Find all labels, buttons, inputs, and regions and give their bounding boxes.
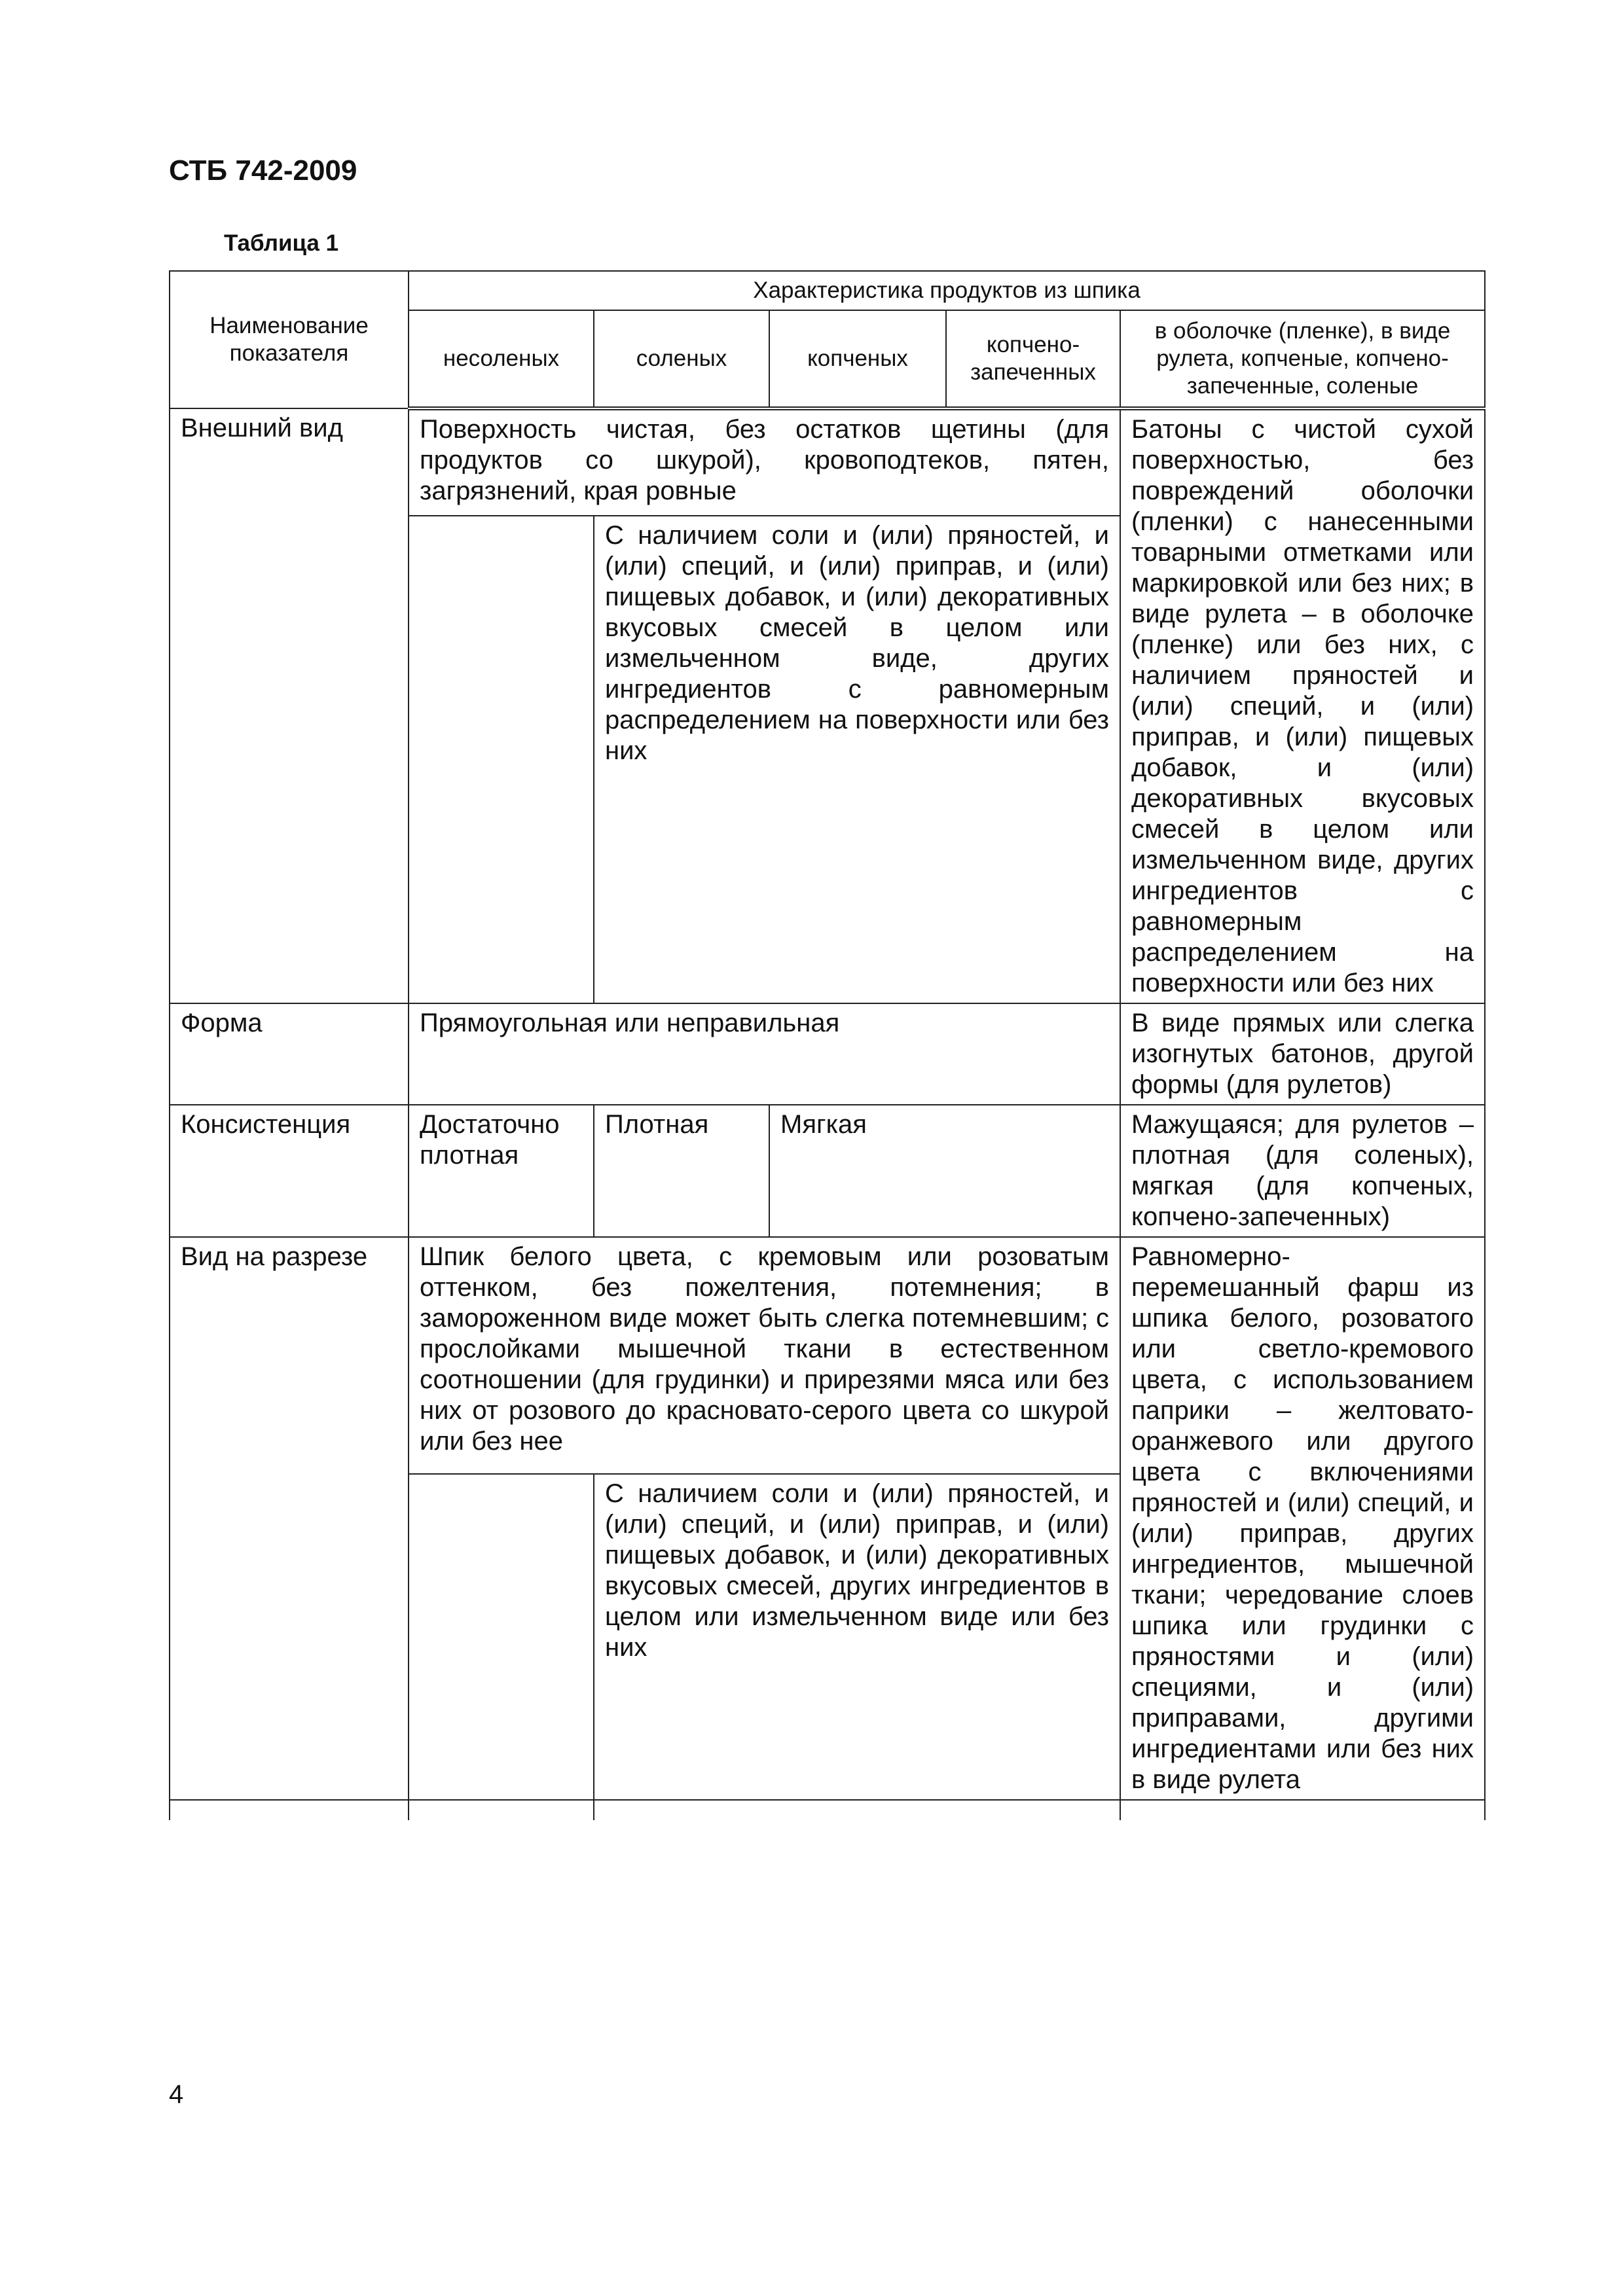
continuation-cell: [1120, 1800, 1485, 1820]
row-consistency: [170, 1105, 1485, 1237]
page-number: 4: [169, 2080, 184, 2109]
row-appearance: [170, 408, 1485, 516]
row-cut-view: [170, 1237, 1485, 1474]
header-col-smoked-baked: копчено-запеченных: [946, 310, 1120, 408]
header-col-salted: соленых: [594, 310, 769, 408]
appearance-casing-cell: Батоны с чистой сухой поверхностью, без повреждений оболочки (пленки) с нанесенными товарными отметками или маркировкой или без них; в виде рулета – в оболочке (пленке) или без них, с наличием пряностей и (или) специй, и (или) приправ, и (или) пищевых добавок, и (или) декоративных вкусовых смесей в целом или измельченном виде, других ингредиентов с равномерным распределением на поверхности или без них: [1120, 408, 1485, 1003]
shape-general-cell: Прямоугольная или неправильная: [409, 1003, 1120, 1105]
continuation-cell: [594, 1800, 1120, 1820]
header-col-casing: в оболочке (пленке), в виде рулета, копченые, копчено-запеченные, соленые: [1120, 310, 1485, 408]
continuation-cell: [170, 1800, 409, 1820]
table-continuation-row: [170, 1800, 1485, 1820]
row-shape: [170, 1003, 1485, 1105]
continuation-cell: [409, 1800, 594, 1820]
appearance-general-cell: Поверхность чистая, без остатков щетины (для продуктов со шкурой), кровоподтеков, пятен, загрязнений, края ровные: [409, 408, 1120, 516]
consistency-unsalted-cell: Достаточно плотная: [409, 1105, 594, 1237]
characteristics-table: [169, 270, 1486, 1820]
shape-casing-cell: В виде прямых или слегка изогнутых батонов, другой формы (для рулетов): [1120, 1003, 1485, 1105]
header-group-title: Характеристика продуктов из шпика: [409, 271, 1485, 310]
consistency-casing-cell: Мажущаяся; для рулетов – плотная (для соленых), мягкая (для копченых, копчено-запеченных): [1120, 1105, 1485, 1237]
appearance-seasoned-cell: С наличием соли и (или) пряностей, и (или) специй, и (или) приправ, и (или) пищевых добавок, и (или) декоративных вкусовых смесей в целом или измельченном виде, других ингредиентов с равномерным распределением на поверхности или без них: [594, 516, 1120, 1003]
table-caption: Таблица 1: [224, 230, 339, 256]
row-name-consistency: Консистенция: [170, 1105, 409, 1237]
cut-view-general-cell: Шпик белого цвета, с кремовым или розоватым оттенком, без пожелтения, потемнения; в замороженном виде может быть слегка потемневшим; с прослойками мышечной ткани в естественном соотношении (для грудинки) и прирезями мяса или без них от розового до красновато-серого цвета со шкурой или без нее: [409, 1237, 1120, 1474]
row-name-shape: Форма: [170, 1003, 409, 1105]
header-indicator-name: Наименование показателя: [170, 271, 409, 408]
appearance-unsalted-empty-cell: [409, 516, 594, 1003]
consistency-smoked-cell: Мягкая: [769, 1105, 1120, 1237]
table-header-row: [170, 271, 1485, 310]
cut-view-casing-cell: Равномерно-перемешанный фарш из шпика белого, розоватого или светло-кремового цвета, с использованием паприки – желтовато-оранжевого или другого цвета с включениями пряностей и (или) специй, и (или) приправ, других ингредиентов, мышечной ткани; чередование слоев шпика или грудинки с пряностями и (или) специями, и (или) приправами, другими ингредиентами или без них в виде рулета: [1120, 1237, 1485, 1800]
header-col-smoked: копченых: [769, 310, 946, 408]
header-col-unsalted: несоленых: [409, 310, 594, 408]
consistency-salted-cell: Плотная: [594, 1105, 769, 1237]
row-name-cut-view: Вид на разрезе: [170, 1237, 409, 1800]
row-name-appearance: Внешний вид: [170, 408, 409, 1003]
cut-view-unsalted-empty-cell: [409, 1474, 594, 1800]
cut-view-seasoned-cell: С наличием соли и (или) пряностей, и (или) специй, и (или) приправ, и (или) пищевых добавок, и (или) декоративных вкусовых смесей, других ингредиентов в целом или измельченном виде или без них: [594, 1474, 1120, 1800]
document-standard-id: СТБ 742-2009: [169, 154, 357, 187]
